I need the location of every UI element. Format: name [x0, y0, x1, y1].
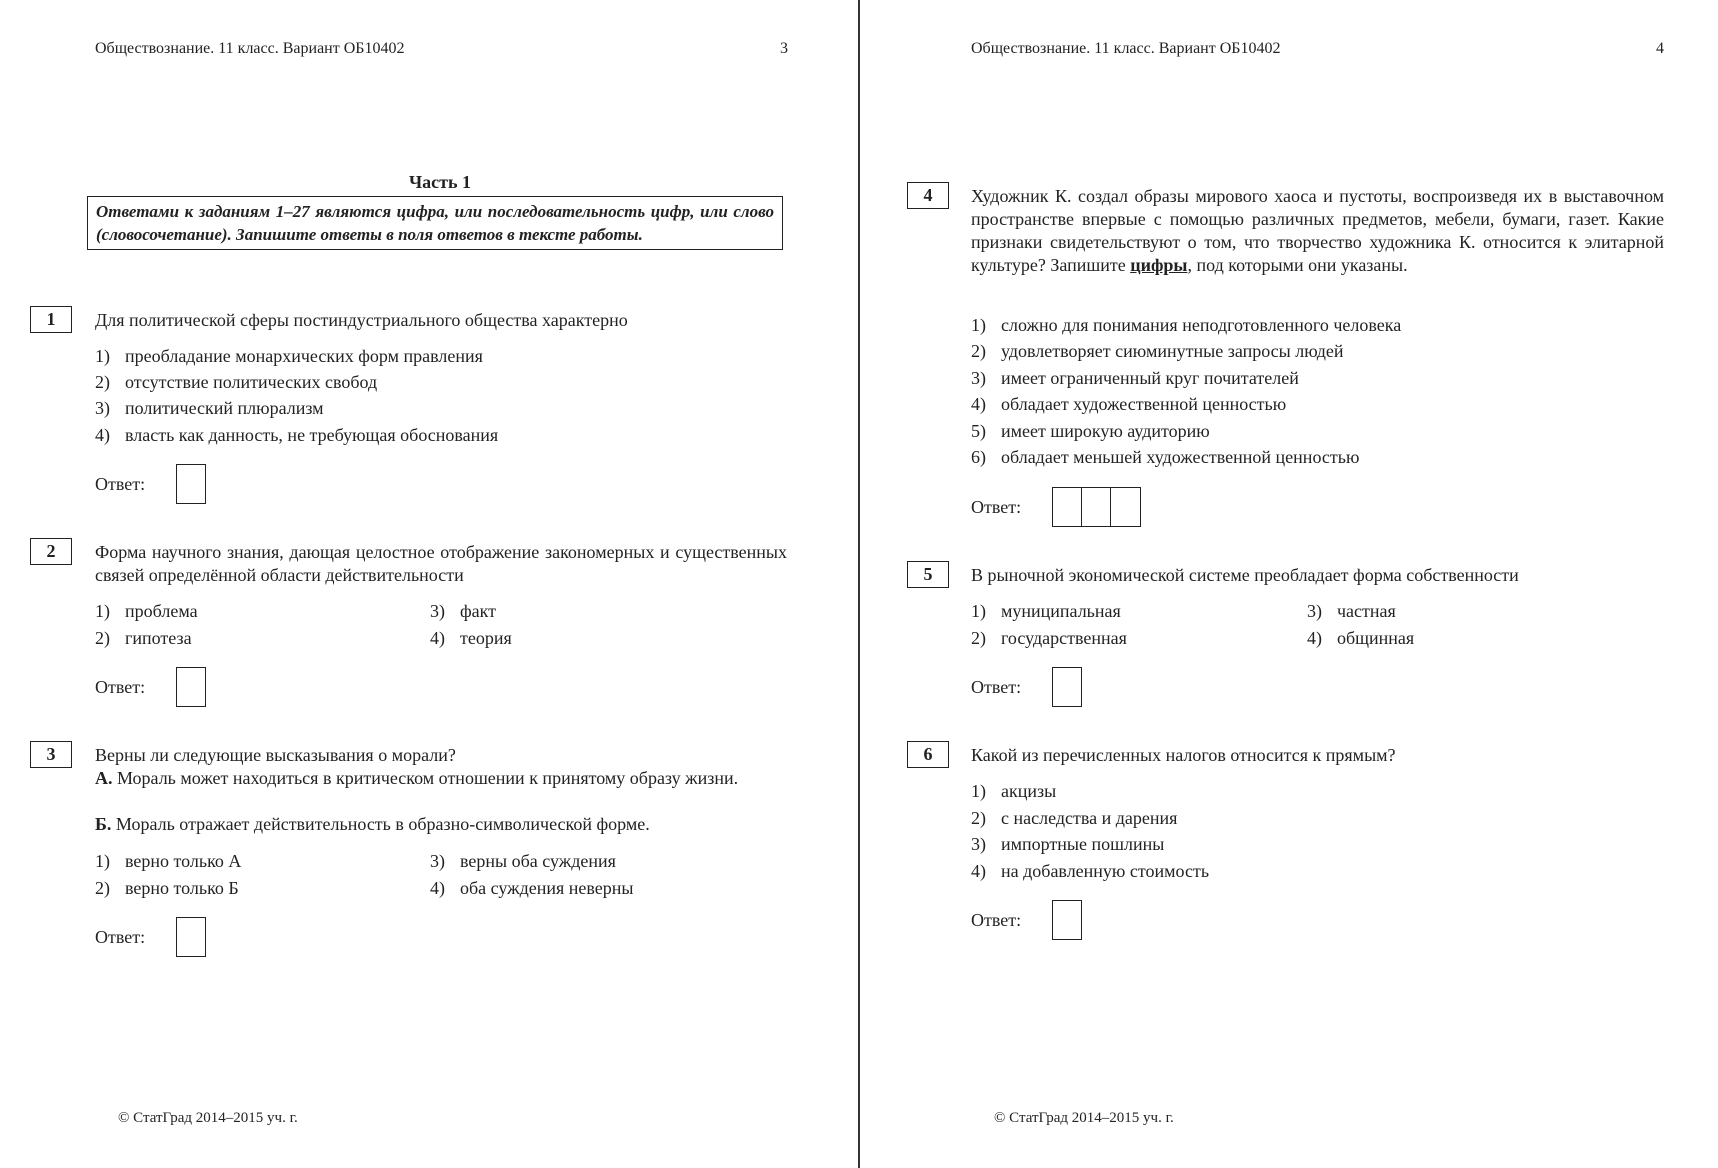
task-1-text: Для политической сферы постиндустриального общества характерно — [95, 310, 628, 330]
answer-cell[interactable] — [177, 918, 205, 956]
task-number-2: 2 — [30, 538, 72, 565]
answer-cell[interactable] — [1053, 668, 1081, 706]
answer-cell[interactable] — [1111, 488, 1140, 526]
task-3-option-4: 4) оба суждения неверны — [430, 878, 634, 898]
task-4-option-1: 1) сложно для понимания неподготовленного человека — [971, 315, 1402, 335]
task-6-option-1: 1) акцизы — [971, 781, 1057, 801]
task-5-answer-label: Ответ: — [971, 677, 1022, 697]
task-3-answer-label: Ответ: — [95, 927, 146, 947]
right-page-footer: © СтатГрад 2014–2015 уч. г. — [994, 1110, 1174, 1126]
task-4-option-5: 5) имеет широкую аудиторию — [971, 421, 1210, 441]
left-page-header: Обществознание. 11 класс. Вариант ОБ10402 — [95, 40, 405, 57]
task-3-option-3: 3) верны оба суждения — [430, 851, 616, 871]
task-1-option-2: 2) отсутствие политических свобод — [95, 372, 378, 392]
task-4-option-4: 4) обладает художественной ценностью — [971, 394, 1287, 414]
task-2-answer-box[interactable] — [176, 667, 206, 707]
task-number-3: 3 — [30, 741, 72, 768]
task-2-option-1: 1) проблема — [95, 601, 198, 621]
task-3-statement-b: Б. Мораль отражает действительность в образно-символической форме. — [95, 814, 650, 834]
task-4-option-6: 6) обладает меньшей художественной ценностью — [971, 447, 1360, 467]
answer-cell[interactable] — [177, 465, 205, 503]
task-5-option-3: 3) частная — [1307, 601, 1396, 621]
task-2-option-2: 2) гипотеза — [95, 628, 192, 648]
task-5-text: В рыночной экономической системе преобладает форма собственности — [971, 565, 1519, 585]
task-5-option-2: 2) государственная — [971, 628, 1127, 648]
task-1-answer-label: Ответ: — [95, 474, 146, 494]
instruction-box: Ответами к заданиям 1–27 являются цифра, или последовательность цифр, или слово (словосочетание). Запишите ответы в поля ответов в тексте работы. — [87, 196, 783, 250]
task-6-option-2: 2) с наследства и дарения — [971, 808, 1178, 828]
right-page-header: Обществознание. 11 класс. Вариант ОБ10402 — [971, 40, 1281, 57]
part-title: Часть 1 — [408, 172, 472, 192]
task-6-option-4: 4) на добавленную стоимость — [971, 861, 1210, 881]
task-4-option-2: 2) удовлетворяет сиюминутные запросы людей — [971, 341, 1344, 361]
right-page-number: 4 — [1656, 40, 1664, 57]
task-number-5: 5 — [907, 561, 949, 588]
task-3-text: Верны ли следующие высказывания о морали? — [95, 745, 456, 765]
task-5-option-4: 4) общинная — [1307, 628, 1415, 648]
left-page-number: 3 — [780, 40, 788, 57]
task-4-answer-label: Ответ: — [971, 497, 1022, 517]
task-6-text: Какой из перечисленных налогов относится к прямым? — [971, 745, 1396, 765]
answer-cell[interactable] — [1053, 901, 1081, 939]
task-4-option-3: 3) имеет ограниченный круг почитателей — [971, 368, 1299, 388]
left-page-footer: © СтатГрад 2014–2015 уч. г. — [118, 1110, 298, 1126]
task-3-option-2: 2) верно только Б — [95, 878, 239, 898]
task-5-answer-box[interactable] — [1052, 667, 1082, 707]
task-4-answer-box[interactable] — [1052, 487, 1141, 527]
task-number-6: 6 — [907, 741, 949, 768]
task-number-1: 1 — [30, 306, 72, 333]
task-1-option-1: 1) преобладание монархических форм правления — [95, 346, 483, 366]
task-2-option-4: 4) теория — [430, 628, 512, 648]
answer-cell[interactable] — [1082, 488, 1111, 526]
task-6-answer-label: Ответ: — [971, 910, 1022, 930]
task-1-answer-box[interactable] — [176, 464, 206, 504]
task-6-option-3: 3) импортные пошлины — [971, 834, 1165, 854]
task-2-option-3: 3) факт — [430, 601, 497, 621]
task-3-answer-box[interactable] — [176, 917, 206, 957]
task-3-statement-a: А. Мораль может находиться в критическом отношении к принятому образу жизни. — [95, 768, 739, 788]
task-5-option-1: 1) муниципальная — [971, 601, 1121, 621]
task-3-option-1: 1) верно только А — [95, 851, 242, 871]
task-2-answer-label: Ответ: — [95, 677, 146, 697]
answer-cell[interactable] — [177, 668, 205, 706]
task-2-text: Форма научного знания, дающая целостное отображение закономерных и существенных связей определённой области действительности — [95, 542, 787, 585]
task-number-4: 4 — [907, 182, 949, 209]
task-4-text: Художник К. создал образы мирового хаоса и пустоты, воспроизведя их в выставочном пространстве впервые с помощью различных предметов, мебели, бумаги, газет. Какие признаки свидетельствуют о том, что творчество художника К. относится к элитарной культуре? Запишите цифры, под которыми они указаны. — [971, 186, 1664, 275]
task-1-option-4: 4) власть как данность, не требующая обоснования — [95, 425, 499, 445]
answer-cell[interactable] — [1053, 488, 1082, 526]
task-6-answer-box[interactable] — [1052, 900, 1082, 940]
task-1-option-3: 3) политический плюрализм — [95, 398, 324, 418]
